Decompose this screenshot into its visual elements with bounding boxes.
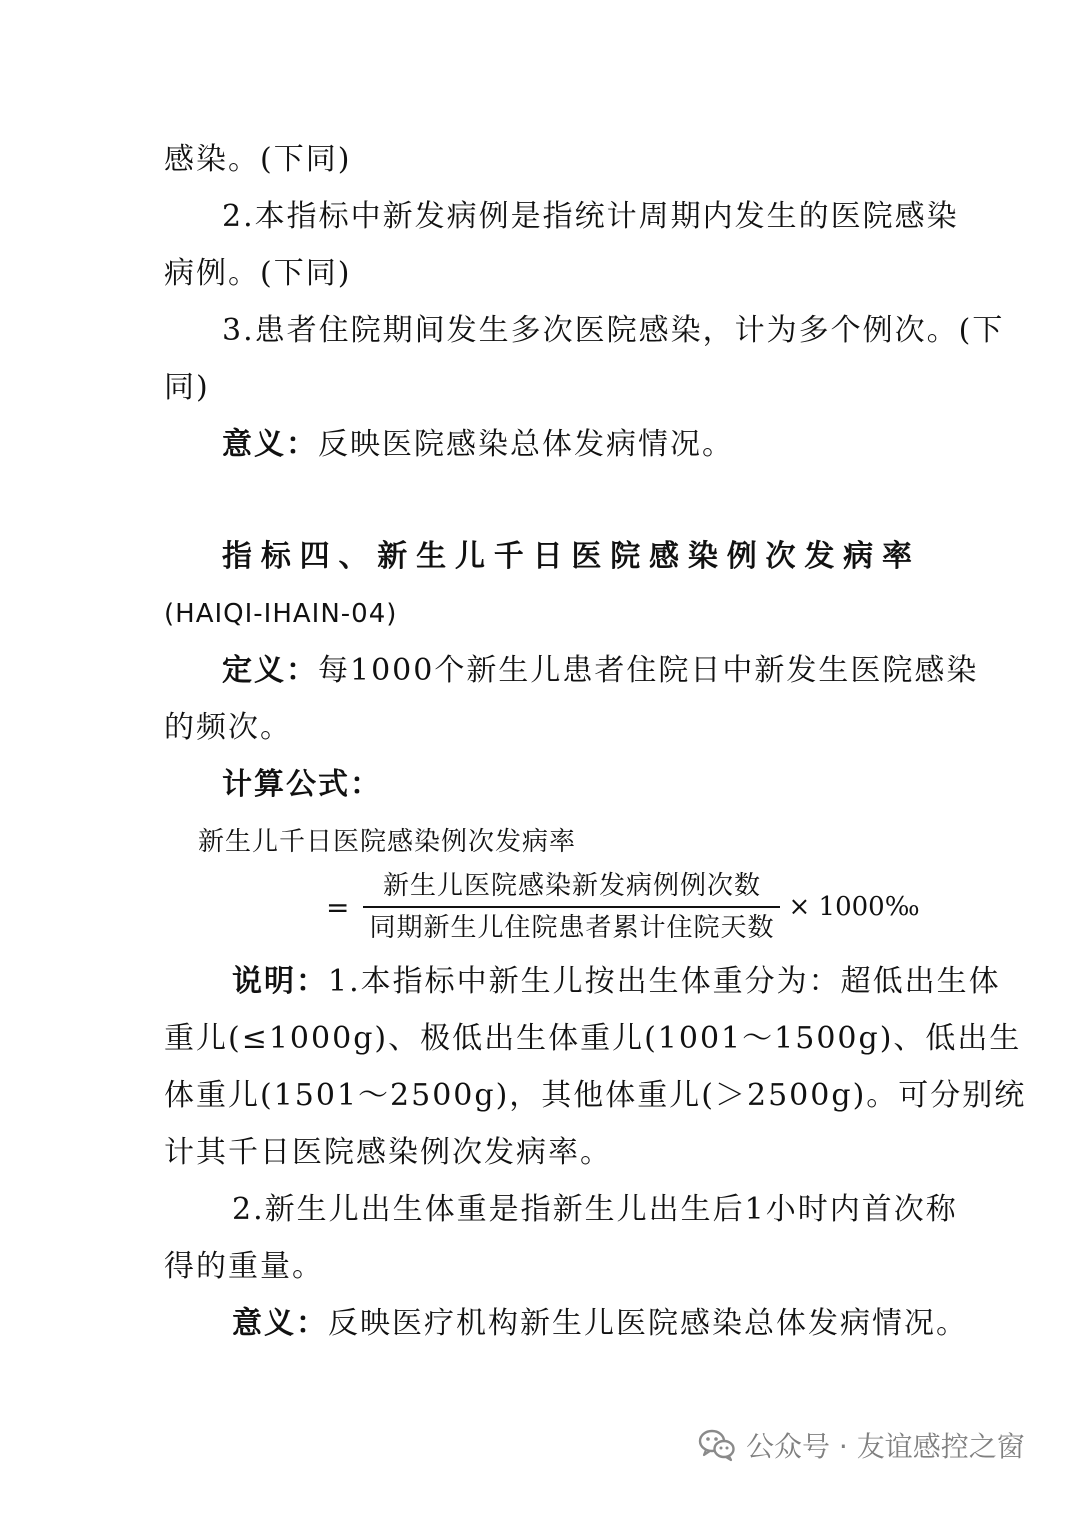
meaning-text-2: 反映医疗机构新生儿医院感染总体发病情况。 — [328, 1306, 968, 1341]
formula-name: 新生儿千日医院感染例次发病率 — [198, 827, 577, 857]
note-1-line-1: 1.本指标中新生儿按出生体重分为：超低出生体 — [328, 964, 1001, 999]
formula-fraction — [363, 866, 780, 948]
note-1-line-4: 计其千日医院感染例次发病率。 — [164, 1135, 612, 1170]
note-2-line-1: 2.新生儿出生体重是指新生儿出生后1小时内首次称 — [232, 1192, 958, 1227]
wechat-icon — [698, 1428, 736, 1462]
text-line-2: 2.本指标中新发病例是指统计周期内发生的医院感染 — [222, 199, 959, 234]
text-line-4: 3.患者住院期间发生多次医院感染，计为多个例次。(下 — [222, 313, 1005, 348]
formula — [326, 866, 920, 948]
wechat-watermark — [698, 1425, 1025, 1465]
formula-equals: = — [326, 890, 350, 924]
text-line-1: 感染。(下同) — [164, 142, 352, 177]
note-1-line-3: 体重儿(1501～2500g)，其他体重儿(＞2500g)。可分别统 — [164, 1078, 1027, 1113]
formula-multiplier: × 1000‰ — [788, 892, 920, 922]
indicator-code: (HAIQI-IHAIN-04) — [164, 599, 398, 629]
watermark-text: 公众号 · 友谊感控之窗 — [746, 1430, 1025, 1463]
text-line-5: 同) — [164, 370, 210, 405]
formula-heading: 计算公式： — [222, 767, 382, 802]
formula-numerator: 新生儿医院感染新发病例例次数 — [382, 871, 761, 901]
meaning-label: 意义： — [222, 427, 318, 462]
note-label: 说明： — [232, 964, 328, 999]
indicator-title: 指标四、新生儿千日医院感染例次发病率 — [222, 539, 916, 574]
note-paragraph-1 — [232, 962, 1001, 1002]
definition-paragraph — [222, 651, 979, 691]
meaning-paragraph-1 — [222, 425, 734, 465]
meaning-label-2: 意义： — [232, 1306, 328, 1341]
note-1-line-2: 重儿(≤1000g)、极低出生体重儿(1001～1500g)、低出生 — [164, 1021, 1022, 1056]
note-2-line-2: 得的重量。 — [164, 1249, 324, 1284]
text-line-3: 病例。(下同) — [164, 256, 352, 291]
definition-text: 每1000个新生儿患者住院日中新发生医院感染 — [318, 653, 979, 688]
meaning-paragraph-2 — [232, 1304, 968, 1344]
definition-label: 定义： — [222, 653, 318, 688]
meaning-text: 反映医院感染总体发病情况。 — [318, 427, 734, 462]
formula-denominator: 同期新生儿住院患者累计住院天数 — [369, 913, 775, 943]
definition-continuation: 的频次。 — [164, 710, 292, 745]
